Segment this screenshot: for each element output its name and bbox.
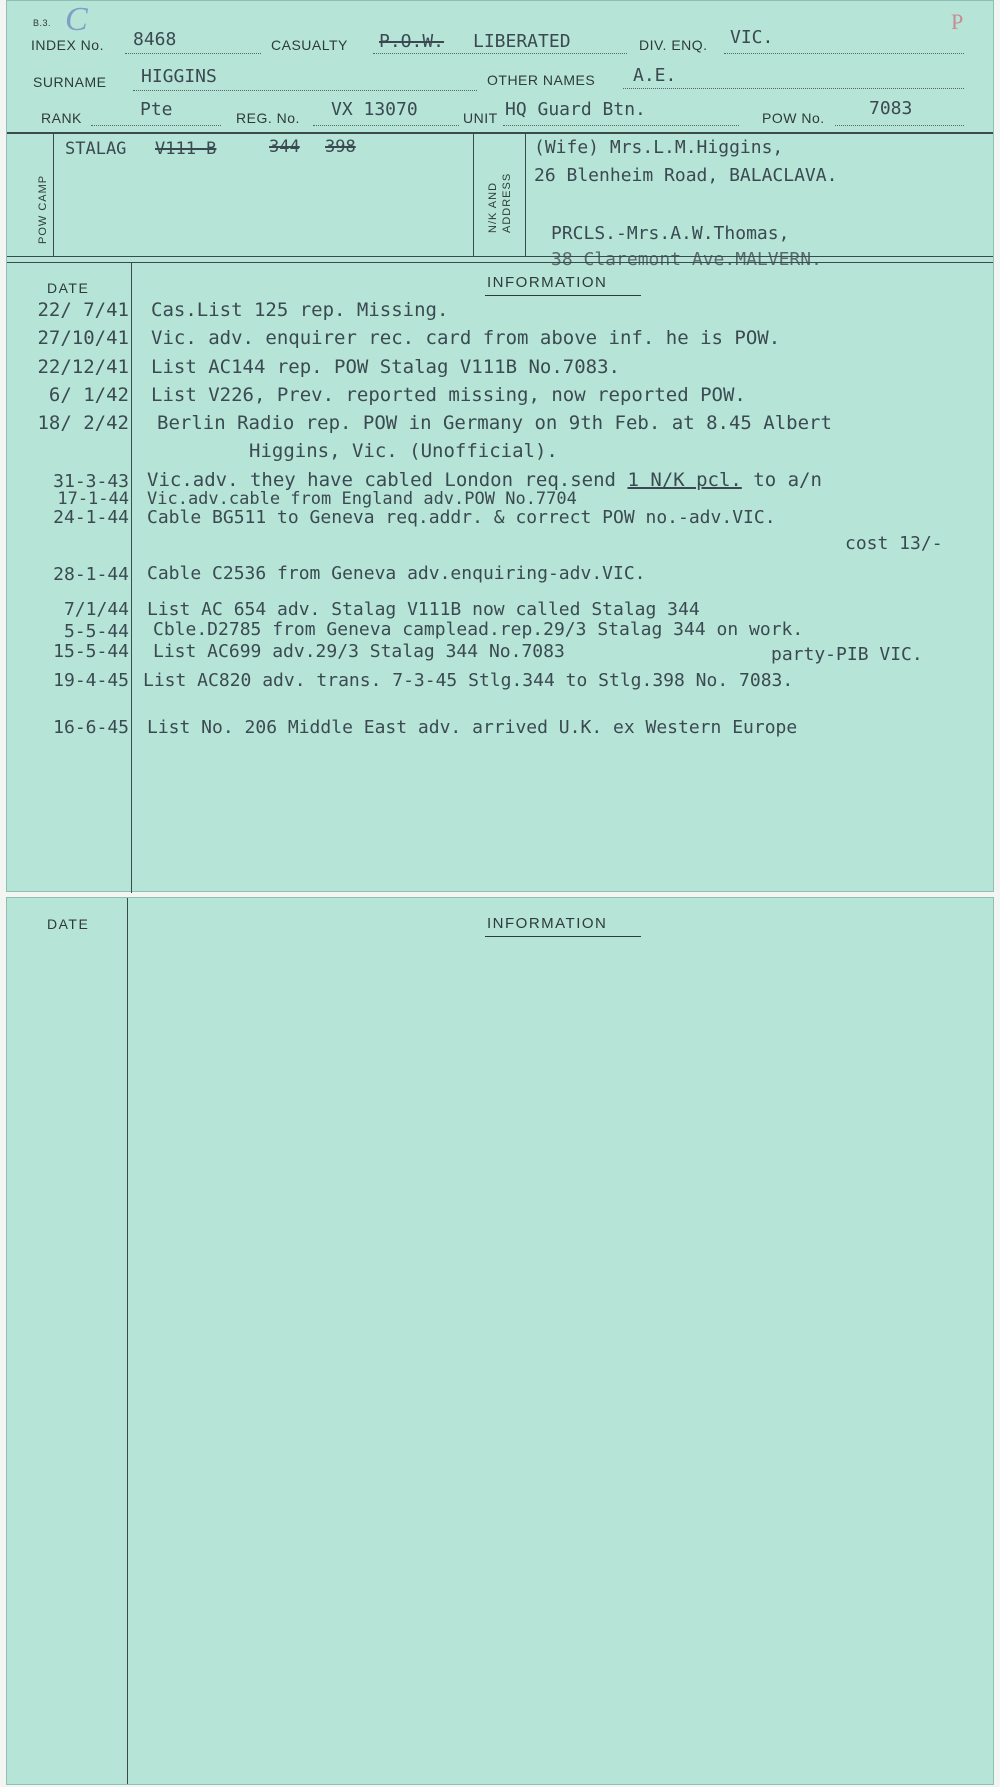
casualty-struck: P.O.W. xyxy=(379,31,445,52)
reg-no-label: REG. No. xyxy=(236,110,300,126)
information-header-underline xyxy=(485,295,641,296)
nok-label-line2: ADDRESS xyxy=(501,172,513,233)
rank-value: Pte xyxy=(140,99,173,120)
entry-text-continued: party-PIB VIC. xyxy=(771,644,923,665)
entry-text: List AC144 rep. POW Stalag V111B No.7083. xyxy=(151,356,620,378)
back-information-underline xyxy=(485,936,641,937)
pow-camp-struck-3: 398 xyxy=(325,137,356,157)
entry-text-continued: Higgins, Vic. (Unofficial). xyxy=(249,440,558,462)
entry-text: List V226, Prev. reported missing, now reported POW. xyxy=(151,384,746,406)
nok-line-2: 26 Blenheim Road, BALACLAVA. xyxy=(534,165,838,186)
entry-text-underlined: 1 N/K pcl. xyxy=(627,469,742,491)
pow-camp-struck-1: V111 B xyxy=(155,139,217,159)
nok-line-4: 38 Claremont Ave.MALVERN. xyxy=(551,249,822,270)
reg-no-value: VX 13070 xyxy=(331,99,418,120)
rank-label: RANK xyxy=(41,110,82,126)
pow-camp-struck-2: 344 xyxy=(269,137,300,157)
casualty-label: CASUALTY xyxy=(271,37,348,53)
entry-date: 7/1/44 xyxy=(63,599,129,620)
form-code: B.3. xyxy=(33,18,52,28)
entry-text-tail: to a/n xyxy=(741,469,822,491)
entry-text: Vic.adv.cable from England adv.POW No.7704 xyxy=(147,489,577,509)
entry-date: 27/10/41 xyxy=(37,327,129,349)
entry-date: 22/12/41 xyxy=(37,356,129,378)
entry-text xyxy=(147,469,822,491)
entry-date: 16-6-45 xyxy=(53,717,129,738)
other-names-value: A.E. xyxy=(633,65,677,86)
other-names-label: OTHER NAMES xyxy=(487,72,596,88)
casualty-value: LIBERATED xyxy=(473,31,571,52)
entry-text: Vic. adv. enquirer rec. card from above inf. he is POW. xyxy=(151,327,781,349)
entry-date: 17-1-44 xyxy=(57,489,129,509)
index-value: 8468 xyxy=(133,29,177,50)
nok-line-3: PRCLS.-Mrs.A.W.Thomas, xyxy=(551,223,790,244)
pencil-mark: C xyxy=(65,1,88,38)
surname-value: HIGGINS xyxy=(141,66,217,87)
surname-label: SURNAME xyxy=(33,74,107,90)
entry-date: 31-3-43 xyxy=(53,471,129,492)
entry-text: Berlin Radio rep. POW in Germany on 9th Feb. at 8.45 Albert xyxy=(157,412,832,434)
corner-mark: P xyxy=(951,9,964,34)
div-enq-value: VIC. xyxy=(730,27,774,48)
entry-text: List AC820 adv. trans. 7-3-45 Stlg.344 to Stlg.398 No. 7083. xyxy=(143,670,794,691)
entry-text: Cas.List 125 rep. Missing. xyxy=(151,299,449,321)
pow-no-label: POW No. xyxy=(762,110,825,126)
index-card-back xyxy=(6,897,994,1785)
entry-text: List AC 654 adv. Stalag V111B now called Stalag 344 xyxy=(147,599,700,620)
index-label: INDEX No. xyxy=(31,37,104,53)
entry-date: 19-4-45 xyxy=(53,670,129,691)
pow-camp-label: POW CAMP xyxy=(37,174,49,244)
entry-text: Cable BG511 to Geneva req.addr. & correct POW no.-adv.VIC. xyxy=(147,507,776,528)
entry-text-continued: cost 13/- xyxy=(845,533,943,554)
entry-date: 6/ 1/42 xyxy=(48,384,129,406)
entry-date: 18/ 2/42 xyxy=(37,412,129,434)
pow-camp-prefix: STALAG xyxy=(65,139,127,159)
unit-label: UNIT xyxy=(463,110,498,126)
index-card-front xyxy=(6,0,994,892)
entry-date: 5-5-44 xyxy=(63,621,129,642)
entry-text: List AC699 adv.29/3 Stalag 344 No.7083 xyxy=(153,641,565,662)
entry-date: 28-1-44 xyxy=(53,564,129,585)
information-column-header: INFORMATION xyxy=(487,274,608,291)
entry-text: Cble.D2785 from Geneva camplead.rep.29/3 Stalag 344 on work. xyxy=(153,619,804,640)
entry-date: 22/ 7/41 xyxy=(37,299,129,321)
unit-value: HQ Guard Btn. xyxy=(505,99,646,120)
entry-text: Cable C2536 from Geneva adv.enquiring-adv.VIC. xyxy=(147,563,646,584)
nok-line-1: (Wife) Mrs.L.M.Higgins, xyxy=(534,137,784,158)
nok-label-line1: N/K AND xyxy=(487,181,499,233)
back-date-header: DATE xyxy=(47,916,90,932)
entry-date: 24-1-44 xyxy=(53,507,129,528)
div-enq-label: DIV. ENQ. xyxy=(639,37,708,53)
entry-text: List No. 206 Middle East adv. arrived U.K. ex Western Europe xyxy=(147,717,798,738)
entry-date: 15-5-44 xyxy=(53,641,129,662)
entry-text-main: Vic.adv. they have cabled London req.send xyxy=(147,469,616,491)
date-column-header: DATE xyxy=(47,280,90,296)
pow-no-value: 7083 xyxy=(869,98,913,119)
back-information-header: INFORMATION xyxy=(487,915,608,932)
